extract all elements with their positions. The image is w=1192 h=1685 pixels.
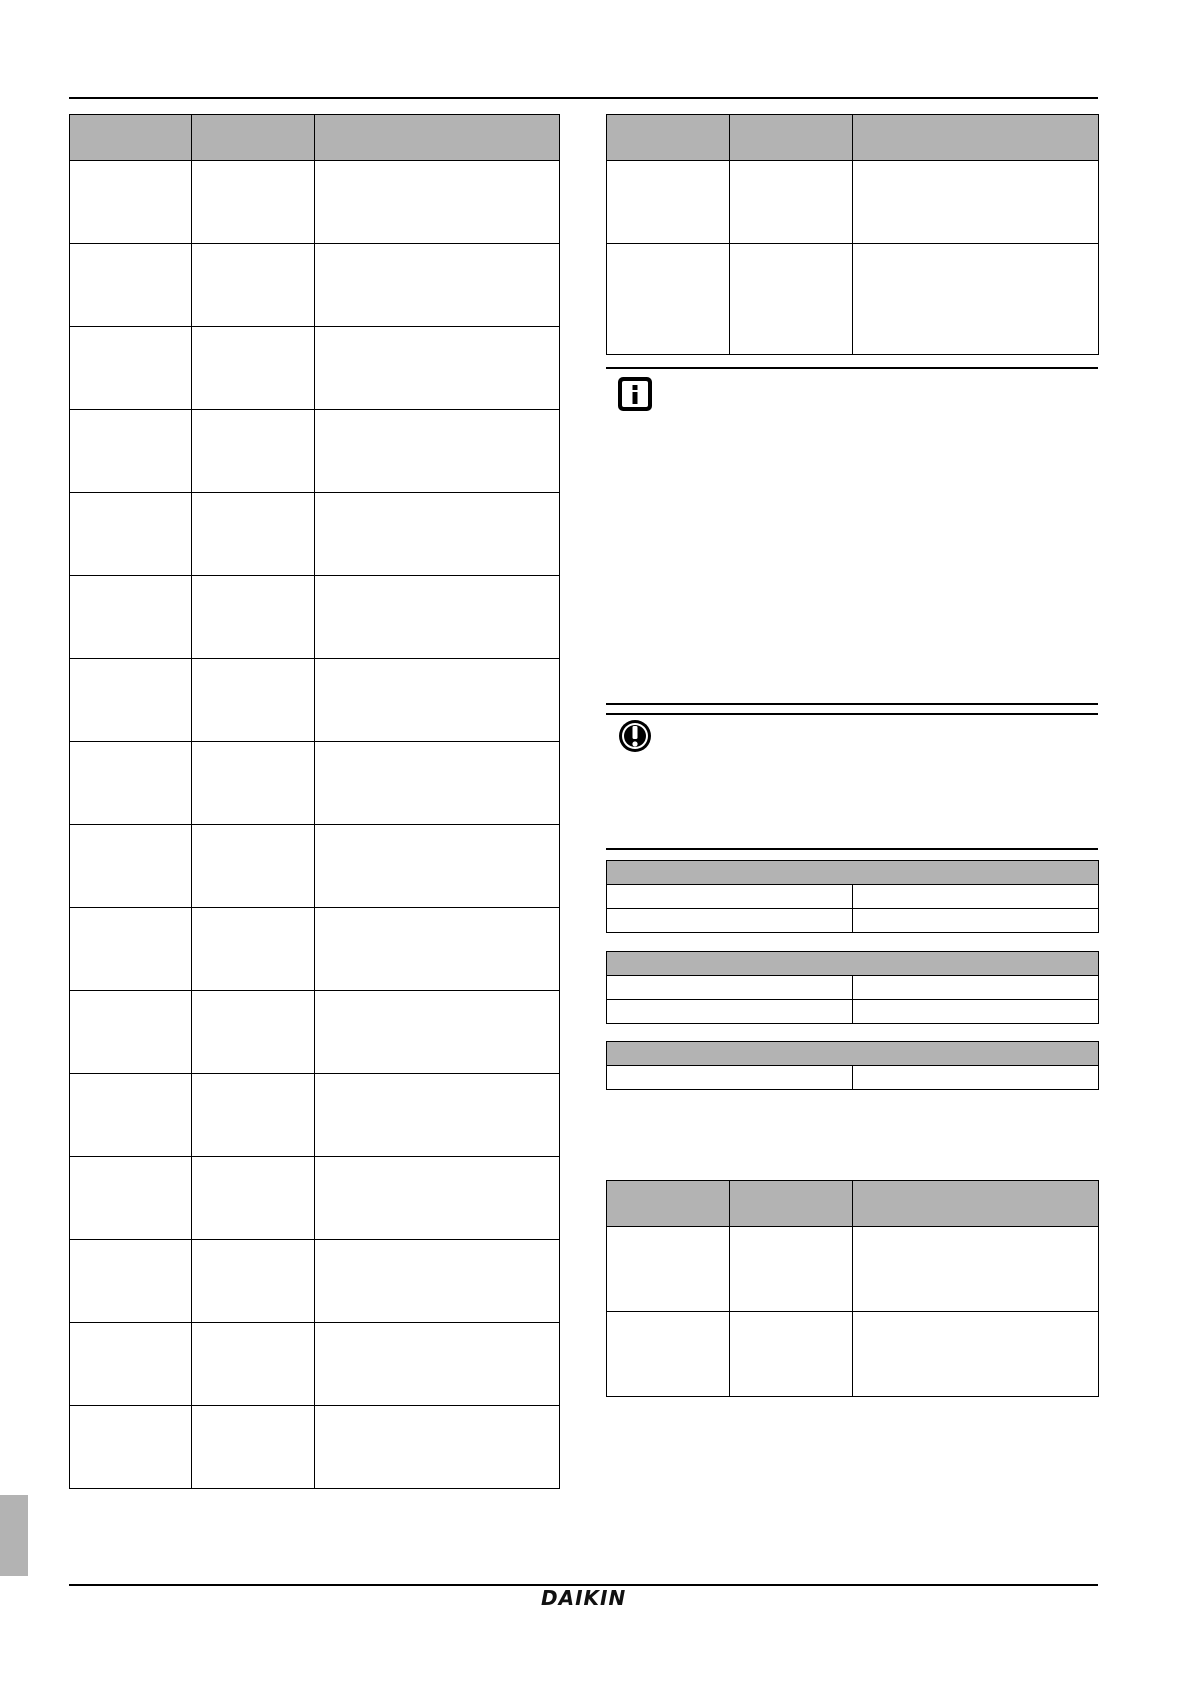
spec-label xyxy=(607,1000,853,1024)
table-cell xyxy=(315,1240,560,1323)
table-row xyxy=(607,1312,1099,1397)
spec-group-title xyxy=(607,861,1099,885)
table-cell xyxy=(607,1227,730,1312)
spec-row xyxy=(607,1000,1099,1024)
spec-row xyxy=(607,885,1099,909)
table-row xyxy=(70,327,560,410)
table-cell xyxy=(315,1406,560,1489)
table-row xyxy=(70,825,560,908)
spec-value xyxy=(853,1066,1099,1090)
table-row xyxy=(70,1157,560,1240)
table-cell xyxy=(70,991,192,1074)
table-cell xyxy=(70,493,192,576)
table-row xyxy=(70,1240,560,1323)
table-cell xyxy=(315,244,560,327)
spec-value xyxy=(853,1000,1099,1024)
spec-value xyxy=(853,976,1099,1000)
table-cell xyxy=(192,327,315,410)
table-cell xyxy=(192,576,315,659)
table-cell xyxy=(853,1227,1099,1312)
table-cell xyxy=(315,161,560,244)
table-cell xyxy=(70,1157,192,1240)
spec-value xyxy=(853,909,1099,933)
right-bottom-table xyxy=(606,1180,1099,1397)
spec-group xyxy=(606,1041,1099,1090)
right-top-table-header-cell xyxy=(607,115,730,161)
spec-label xyxy=(607,885,853,909)
info-note-bottom-rule xyxy=(606,703,1098,705)
table-row xyxy=(70,1323,560,1406)
table-cell xyxy=(70,742,192,825)
table-cell xyxy=(192,908,315,991)
spec-group xyxy=(606,951,1099,1024)
table-cell xyxy=(315,1074,560,1157)
table-row xyxy=(70,1074,560,1157)
table-cell xyxy=(192,493,315,576)
spec-group xyxy=(606,860,1099,933)
header-rule xyxy=(69,97,1098,99)
table-cell xyxy=(607,244,730,355)
table-cell xyxy=(70,1240,192,1323)
left-table xyxy=(69,114,560,1489)
spec-row xyxy=(607,909,1099,933)
table-cell xyxy=(70,825,192,908)
right-bottom-table-header-cell xyxy=(853,1181,1099,1227)
spec-label xyxy=(607,909,853,933)
spec-group-title-row xyxy=(607,1042,1099,1066)
table-row xyxy=(70,576,560,659)
table-cell xyxy=(730,1227,853,1312)
table-cell xyxy=(70,576,192,659)
table-cell xyxy=(730,244,853,355)
table-cell xyxy=(192,161,315,244)
info-icon xyxy=(616,375,654,413)
side-language-tab xyxy=(0,1495,28,1576)
table-cell xyxy=(853,161,1099,244)
spec-label xyxy=(607,1066,853,1090)
right-top-table-header-cell xyxy=(853,115,1099,161)
table-row xyxy=(70,493,560,576)
exclamation-icon xyxy=(617,718,653,754)
table-row xyxy=(70,1406,560,1489)
table-cell xyxy=(607,1312,730,1397)
table-cell xyxy=(730,1312,853,1397)
table-cell xyxy=(607,161,730,244)
table-cell xyxy=(70,1323,192,1406)
table-row xyxy=(607,161,1099,244)
table-cell xyxy=(315,327,560,410)
table-row xyxy=(70,161,560,244)
table-cell xyxy=(192,659,315,742)
table-cell xyxy=(70,244,192,327)
table-cell xyxy=(730,161,853,244)
table-row xyxy=(70,244,560,327)
table-row xyxy=(70,410,560,493)
left-table-header-cell xyxy=(70,115,192,161)
spec-group-title-row xyxy=(607,952,1099,976)
spec-group-title-row xyxy=(607,861,1099,885)
table-cell xyxy=(315,742,560,825)
brand-logo: DAIKIN xyxy=(541,1586,627,1610)
info-note-top-rule xyxy=(606,367,1098,369)
table-row xyxy=(70,908,560,991)
table-row xyxy=(70,991,560,1074)
table-cell xyxy=(315,576,560,659)
table-cell xyxy=(70,327,192,410)
table-cell xyxy=(192,1240,315,1323)
right-top-table xyxy=(606,114,1099,355)
table-cell xyxy=(192,1323,315,1406)
right-bottom-table-header-cell xyxy=(730,1181,853,1227)
table-row xyxy=(607,1227,1099,1312)
table-cell xyxy=(315,991,560,1074)
table-cell xyxy=(192,742,315,825)
right-bottom-table-header xyxy=(607,1181,1099,1227)
table-row xyxy=(70,742,560,825)
table-cell xyxy=(70,659,192,742)
table-cell xyxy=(315,1157,560,1240)
warning-note-bottom-rule xyxy=(606,848,1098,850)
table-cell xyxy=(315,659,560,742)
table-cell xyxy=(192,410,315,493)
spec-value xyxy=(853,885,1099,909)
spec-group-title xyxy=(607,952,1099,976)
table-cell xyxy=(70,161,192,244)
table-row xyxy=(70,659,560,742)
table-row xyxy=(607,244,1099,355)
table-cell xyxy=(315,493,560,576)
left-table-header xyxy=(70,115,560,161)
right-bottom-table-header-cell xyxy=(607,1181,730,1227)
table-cell xyxy=(70,1406,192,1489)
table-cell xyxy=(192,1157,315,1240)
table-cell xyxy=(192,825,315,908)
left-table-header-cell xyxy=(315,115,560,161)
spec-row xyxy=(607,1066,1099,1090)
table-cell xyxy=(853,1312,1099,1397)
table-cell xyxy=(70,1074,192,1157)
spec-group-title xyxy=(607,1042,1099,1066)
table-cell xyxy=(315,410,560,493)
table-cell xyxy=(70,908,192,991)
spec-label xyxy=(607,976,853,1000)
table-cell xyxy=(315,1323,560,1406)
table-cell xyxy=(192,1074,315,1157)
spec-row xyxy=(607,976,1099,1000)
warning-note-top-rule xyxy=(606,713,1098,715)
left-table-header-cell xyxy=(192,115,315,161)
table-cell xyxy=(70,410,192,493)
table-cell xyxy=(192,244,315,327)
table-cell xyxy=(192,1406,315,1489)
table-cell xyxy=(192,991,315,1074)
right-top-table-header xyxy=(607,115,1099,161)
right-top-table-header-cell xyxy=(730,115,853,161)
table-cell xyxy=(853,244,1099,355)
table-cell xyxy=(315,825,560,908)
table-cell xyxy=(315,908,560,991)
